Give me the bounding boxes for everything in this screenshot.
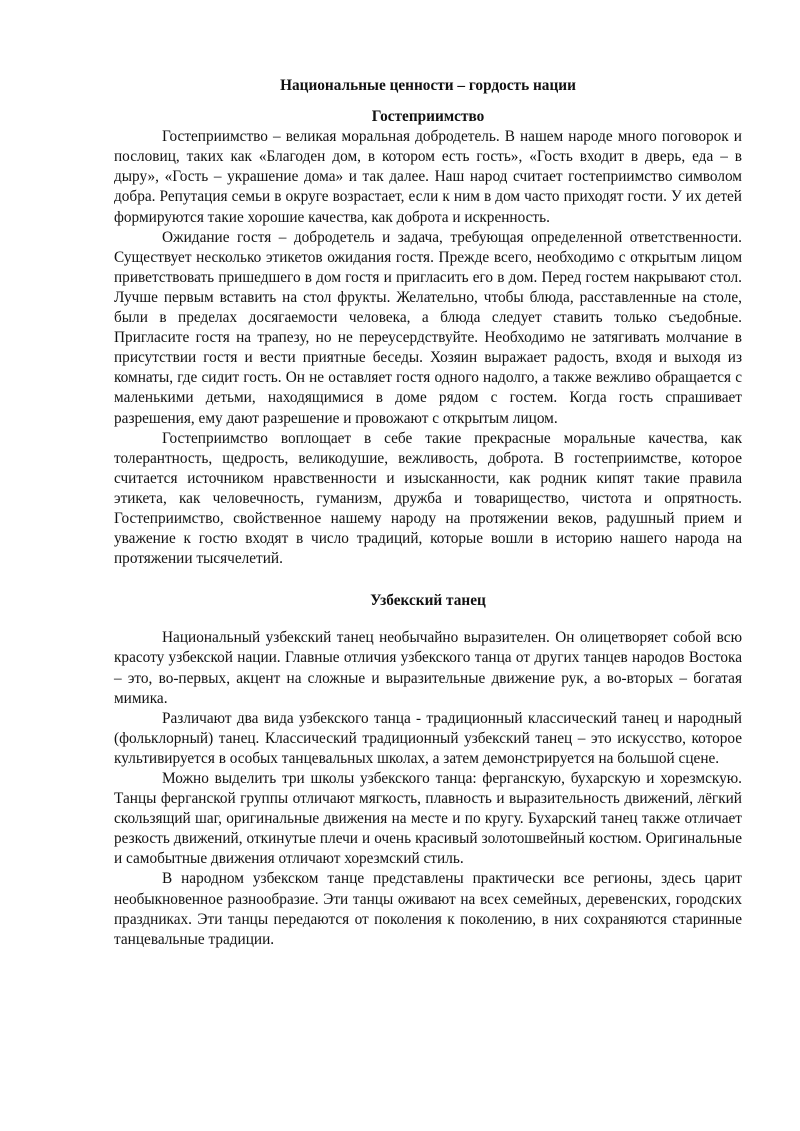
section-heading-uzbek-dance: Узбекский танец: [370, 592, 486, 610]
document-title: Национальные ценности – гордость нации: [280, 77, 576, 94]
section-spacer: [114, 569, 742, 591]
paragraph-hospitality-2: Ожидание гостя – добродетель и задача, требующая определенной ответственности. Существует несколько этикетов ожидания гостя. Прежде всего, необходимо с открытым лицом приветствовать пришедшего в дом гостя и пригласить его в дом. Перед гостем накрывают стол. Лучше первым вставить на стол фрукты. Желательно, чтобы блюда, расставленные на столе, были в пределах досягаемости человека, а блюда следует ставить только съедобные. Пригласите гостя на трапезу, но не переусердствуйте. Необходимо не затягивать молчание в присутствии гостя и вести приятные беседы. Хозяин выражает радость, входя и выходя из комнаты, где сидит гость. Он не оставляет гостя одного надолго, а также вежливо обращается с маленькими детьми, находящимися в доме рядом с гостем. Когда гость спрашивает разрешения, ему дают разрешение и провожают с открытым лицом.: [114, 228, 742, 427]
paragraph-hospitality-1: Гостеприимство – великая моральная добродетель. В нашем народе много поговорок и пословиц, таких как «Благоден дом, в котором есть гость», «Гость входит в дверь, еда – в дыру», «Гость – украшение дома» и так далее. Наш народ считает гостеприимство символом добра. Репутация семьи в округе возрастает, если к ним в дом часто приходят гости. У их детей формируются такие хорошие качества, как доброта и искренность.: [114, 128, 742, 226]
document-page: [114, 76, 742, 950]
section-heading-hospitality: Гостеприимство: [371, 108, 485, 126]
paragraph-dance-1: Национальный узбекский танец необычайно выразителен. Он олицетворяет собой всю красоту узбекской нации. Главные отличия узбекского танца от других танцев народов Востока – это, во-первых, акцент на сложные и выразительные движение рук, а во-вторых – богатая мимика.: [114, 629, 742, 707]
paragraph-dance-3: Можно выделить три школы узбекского танца: ферганскую, бухарскую и хорезмскую. Танцы ферганской группы отличают мягкость, плавность и выразительность движений, лёгкий скользящий шаг, оригинальные движения на месте и по кругу. Бухарский танец также отличает резкость движений, откинутые плечи и очень красивый золотошвейный костюм. Оригинальные и самобытные движения отличают хорезмский стиль.: [114, 770, 742, 868]
paragraph-hospitality-3: Гостеприимство воплощает в себе такие прекрасные моральные качества, как толерантность, щедрость, великодушие, вежливость, доброта. В гостеприимстве, которое считается источником нравственности и изысканности, как родник кипят такие правила этикета, как человечность, гуманизм, дружба и товарищество, чистота и опрятность. Гостеприимство, свойственное нашему народу на протяжении веков, радушный прием и уважение к гостю входят в число традиций, которые вошли в историю нашего народа на протяжении тысячелетий.: [114, 429, 742, 568]
paragraph-dance-2: Различают два вида узбекского танца - традиционный классический танец и народный (фольклорный) танец. Классический традиционный узбекский танец – это искусство, которое культивируется в особых танцевальных школах, а затем демонстрируется на большой сцене.: [114, 709, 742, 767]
paragraph-dance-4: В народном узбекском танце представлены практически все регионы, здесь царит необыкновенное разнообразие. Эти танцы оживают на всех семейных, деревенских, городских праздниках. Эти танцы передаются от поколения к поколению, в них сохраняются старинные танцевальные традиции.: [114, 870, 742, 948]
